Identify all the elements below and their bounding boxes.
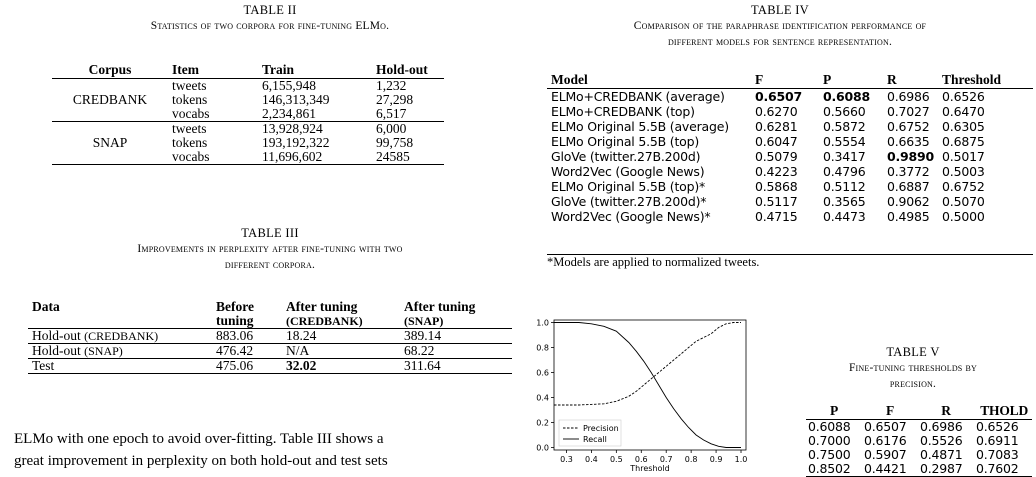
table4-row <box>547 194 1033 209</box>
x-tick-label: 0.3 <box>560 455 573 464</box>
table2-cell: tweets <box>172 121 207 136</box>
table2-cell: 27,298 <box>376 92 414 107</box>
table4-cell: 0.6305 <box>942 119 985 134</box>
table4-cell: 0.3772 <box>887 164 930 179</box>
table2-cell: 1,232 <box>376 78 407 93</box>
x-tick-label: 0.9 <box>709 455 723 464</box>
table4-cell: 0.6887 <box>887 179 930 194</box>
table4-cell: 0.4985 <box>887 209 930 224</box>
table4-row <box>547 149 1033 164</box>
table2-header-corpus: Corpus <box>88 62 132 77</box>
table3-header-before: Before tuning <box>216 299 254 328</box>
table4-cell: 0.5079 <box>755 149 798 164</box>
table2-cell: 6,155,948 <box>262 78 316 93</box>
table5-cell: 0.6986 <box>920 419 963 434</box>
table5-cell: 0.4421 <box>864 461 907 476</box>
table3-cell: 389.14 <box>404 328 442 343</box>
table2-cell: tweets <box>172 78 207 93</box>
table3-cell: 32.02 <box>286 358 317 373</box>
table4-cell: 0.5660 <box>823 104 866 119</box>
table4-header-f: F <box>755 72 764 87</box>
x-tick-label: 0.7 <box>659 455 673 464</box>
table4-cell: 0.9890 <box>887 149 935 164</box>
table2-cell: 24585 <box>376 149 410 164</box>
table5-cell: 0.4871 <box>920 447 963 462</box>
table2-cell: 13,928,924 <box>262 121 323 136</box>
table5-header-p: P <box>829 403 839 418</box>
table5-header-f: F <box>885 403 895 418</box>
y-tick-label: 0.4 <box>536 393 549 403</box>
table4-model-name: Word2Vec (Google News) <box>551 164 705 179</box>
table4-cell: 0.4223 <box>755 164 798 179</box>
table4-cell: 0.6635 <box>887 134 930 149</box>
table4-model-name: ELMo Original 5.5B (top)* <box>551 179 706 194</box>
table4-cell: 0.6270 <box>755 104 798 119</box>
table4-row <box>547 209 1033 224</box>
table4-model-name: ELMo+CREDBANK (top) <box>551 104 695 119</box>
table4-footnote: *Models are applied to normalized tweets. <box>547 254 1033 270</box>
table5-cell: 0.5907 <box>864 447 907 462</box>
table2-cell: tokens <box>172 135 208 150</box>
table2-header-item: Item <box>172 62 199 77</box>
table3-cell: N/A <box>286 343 310 358</box>
table5-title-line2: precision. <box>889 378 937 390</box>
table4-cell: 0.5017 <box>942 149 985 164</box>
table3-cell: 476.42 <box>216 343 254 358</box>
table4-cell: 0.7027 <box>887 104 930 119</box>
body-line: great improvement in perplexity on both hold-out and test sets <box>14 453 388 469</box>
x-tick-label: 0.6 <box>634 455 648 464</box>
table4 <box>547 72 1033 224</box>
table5-row <box>806 434 1032 448</box>
table4-row <box>547 119 1033 134</box>
table5-title-line1: Fine-tuning thresholds by <box>848 362 978 374</box>
y-tick-label: 0.2 <box>536 418 549 428</box>
table4-cell: 0.5000 <box>942 209 985 224</box>
table2-caption <box>60 2 480 34</box>
table4-cell: 0.5070 <box>942 194 985 209</box>
table4-cell: 0.6281 <box>755 119 798 134</box>
table4-model-name: ELMo Original 5.5B (top) <box>551 134 700 149</box>
table3-cell: 311.64 <box>404 358 441 373</box>
y-tick-label: 0.6 <box>536 368 549 378</box>
x-axis-label: Threshold <box>630 464 670 472</box>
table3-number: TABLE III <box>241 226 299 240</box>
precision-recall-chart <box>520 312 755 472</box>
table5-cell: 0.5526 <box>920 433 963 448</box>
table2-title: Statistics of two corpora for fine-tuning ELMo. <box>150 20 390 32</box>
table2-cell: 146,313,349 <box>262 92 330 107</box>
table4-cell: 0.6507 <box>755 89 803 104</box>
table3-header-data: Data <box>32 299 60 314</box>
table2-cell: 99,758 <box>376 135 414 150</box>
legend-label: Precision <box>583 424 619 433</box>
table5-cell: 0.6176 <box>864 433 907 448</box>
y-tick-label: 0.8 <box>536 343 549 353</box>
table3-title-line1: Improvements in perplexity after fine-tuning with two <box>137 243 403 255</box>
table5 <box>806 403 1032 477</box>
table4-row <box>547 164 1033 179</box>
table4-model-name: ELMo+CREDBANK (average) <box>551 89 725 104</box>
table4-row <box>547 104 1033 119</box>
table4-cell: 0.5554 <box>823 134 866 149</box>
table3-cell: 18.24 <box>286 328 317 343</box>
table3-row-label: Test <box>32 358 55 373</box>
table4-cell: 0.6986 <box>887 89 930 104</box>
table5-header-r: R <box>941 403 951 418</box>
table4-header-model: Model <box>551 72 588 87</box>
x-tick-label: 0.4 <box>585 455 598 464</box>
table4-cell: 0.6526 <box>942 89 985 104</box>
table4-title-line1: Comparison of the paraphrase identification performance of <box>633 20 927 32</box>
table3-caption <box>20 225 520 273</box>
table4-row <box>547 89 1033 105</box>
table2-cell: 6,517 <box>376 106 407 121</box>
table3-cell: 68.22 <box>404 343 435 358</box>
table4-title-line2: different models for sentence representation. <box>667 36 893 48</box>
legend-label: Recall <box>583 435 607 444</box>
table5-cell: 0.7500 <box>808 447 851 462</box>
x-tick-label: 1.0 <box>734 455 748 464</box>
table2-cell: 2,234,861 <box>262 106 316 121</box>
table2-cell: tokens <box>172 92 208 107</box>
table4-caption <box>530 2 1030 50</box>
table4-model-name: ELMo Original 5.5B (average) <box>551 119 729 134</box>
table4-model-name: GloVe (twitter.27B.200d)* <box>551 194 707 209</box>
table5-row <box>806 448 1032 462</box>
x-tick-label: 0.5 <box>609 455 623 464</box>
table4-cell: 0.5872 <box>823 119 866 134</box>
y-tick-label: 0.0 <box>536 443 549 453</box>
table4-cell: 0.6752 <box>942 179 985 194</box>
table4-cell: 0.6088 <box>823 89 871 104</box>
table3-header-after-snap: After tuning (SNAP) <box>404 299 476 328</box>
table4-cell: 0.6875 <box>942 134 985 149</box>
table3 <box>28 300 512 374</box>
table2 <box>52 62 444 165</box>
table5-cell: 0.7000 <box>808 433 851 448</box>
table5-caption <box>790 344 1036 392</box>
table5-number: TABLE V <box>886 345 940 359</box>
table4-cell: 0.5868 <box>755 179 798 194</box>
y-tick-label: 1.0 <box>536 318 549 328</box>
table4-cell: 0.6752 <box>887 119 930 134</box>
table2-cell: vocabs <box>172 106 210 121</box>
table2-corpus: CREDBANK <box>72 92 148 107</box>
x-tick-label: 0.8 <box>684 455 698 464</box>
table5-cell: 0.6088 <box>808 419 851 434</box>
series-line-precision <box>554 323 741 406</box>
table4-header-p: P <box>823 72 832 87</box>
table4-cell: 0.4715 <box>755 209 798 224</box>
table4-cell: 0.5117 <box>755 194 798 209</box>
table2-header-train: Train <box>262 62 295 77</box>
table5-row <box>806 420 1032 435</box>
table2-header-holdout: Hold-out <box>376 62 428 77</box>
table5-cell: 0.8502 <box>808 461 851 476</box>
table4-header-threshold: Threshold <box>942 72 1002 87</box>
table5-row <box>806 462 1032 477</box>
table4-cell: 0.3565 <box>823 194 866 209</box>
table3-cell: 475.06 <box>216 358 254 373</box>
table4-cell: 0.6047 <box>755 134 798 149</box>
table2-corpus: SNAP <box>92 135 128 150</box>
table2-cell: vocabs <box>172 149 210 164</box>
table4-model-name: GloVe (twitter.27B.200d) <box>551 149 701 164</box>
table3-row-label: Hold-out (SNAP) <box>32 343 123 358</box>
table5-cell: 0.6911 <box>976 433 1019 448</box>
table2-cell: 193,192,322 <box>262 135 330 150</box>
table2-number: TABLE II <box>243 3 297 17</box>
table2-cell: 6,000 <box>376 121 407 136</box>
table4-cell: 0.4796 <box>823 164 866 179</box>
table4-row <box>547 134 1033 149</box>
table5-header-thold: THOLD <box>980 403 1028 418</box>
table4-model-name: Word2Vec (Google News)* <box>551 209 711 224</box>
table3-header-after-credbank: After tuning (CREDBANK) <box>286 299 363 328</box>
table4-cell: 0.6470 <box>942 104 985 119</box>
table5-cell: 0.2987 <box>920 461 963 476</box>
table4-cell: 0.5112 <box>823 179 866 194</box>
table4-header-r: R <box>887 72 897 87</box>
table3-row-label: Hold-out (CREDBANK) <box>32 328 159 343</box>
body-paragraph <box>14 428 534 472</box>
table4-cell: 0.3417 <box>823 149 866 164</box>
table2-cell: 11,696,602 <box>262 149 323 164</box>
table4-number: TABLE IV <box>751 3 809 17</box>
table4-cell: 0.5003 <box>942 164 985 179</box>
table3-title-line2: different corpora. <box>224 259 316 271</box>
table4-row <box>547 179 1033 194</box>
body-line: ELMo with one epoch to avoid over-fitting. Table III shows a <box>14 431 384 447</box>
table3-cell: 883.06 <box>216 328 254 343</box>
table5-cell: 0.7083 <box>976 447 1019 462</box>
table5-cell: 0.6526 <box>976 419 1019 434</box>
table5-cell: 0.6507 <box>864 419 907 434</box>
table4-cell: 0.9062 <box>887 194 930 209</box>
table5-cell: 0.7602 <box>976 461 1019 476</box>
table4-cell: 0.4473 <box>823 209 866 224</box>
